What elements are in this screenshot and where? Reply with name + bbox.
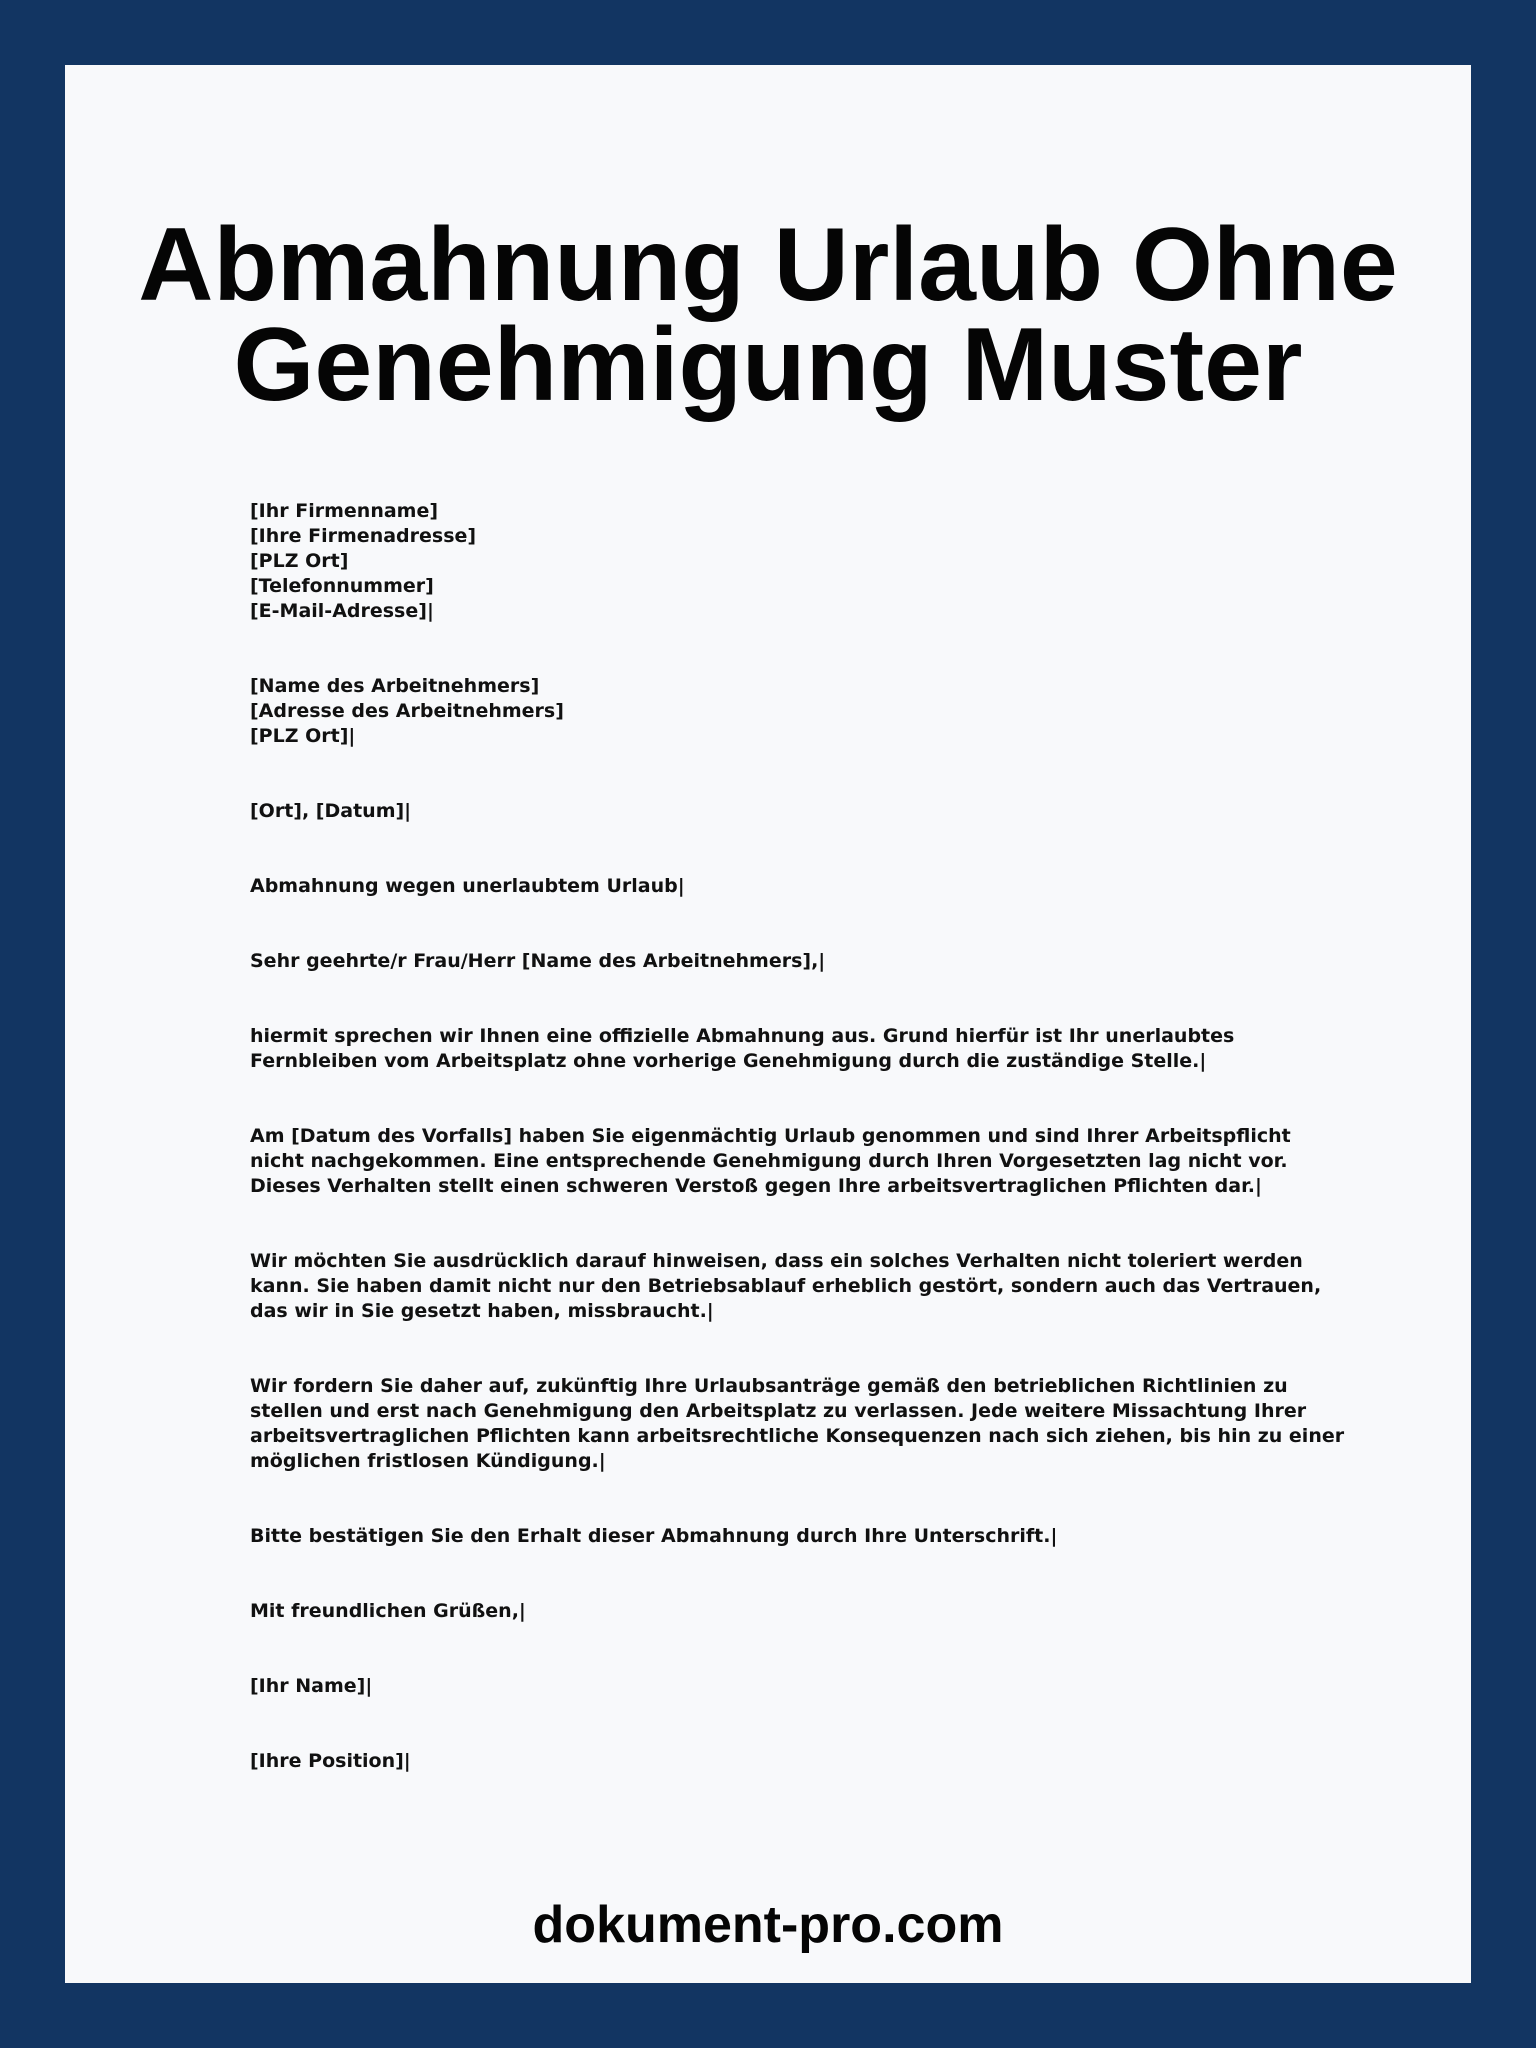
closing: Mit freundlichen Grüßen,| [250, 1600, 526, 1622]
sender-company: [Ihr Firmenname] [250, 500, 439, 522]
sender-address-line: [Ihre Firmenadresse] [250, 525, 477, 547]
title-line-2: Genehmigung Muster [233, 307, 1303, 423]
sender-address [250, 499, 1350, 624]
paragraph-1: hiermit sprechen wir Ihnen eine offizielle Abmahnung aus. Grund hierfür ist Ihr unerlaubtes Fernbleiben vom Arbeitsplatz ohne vorherige Genehmigung durch die zuständige Stelle.| [250, 1025, 1235, 1072]
paragraph-3: Wir möchten Sie ausdrücklich darauf hinweisen, dass ein solches Verhalten nicht toleriert werden kann. Sie haben damit nicht nur den Betriebsablauf erheblich gestört, sondern auch das Vertrauen, das wir in Sie gesetzt haben, missbraucht.| [250, 1250, 1322, 1322]
page-title [65, 207, 1471, 423]
salutation: Sehr geehrte/r Frau/Herr [Name des Arbeitnehmers],| [250, 950, 826, 972]
document-page [65, 65, 1471, 1983]
recipient-address-line: [Adresse des Arbeitnehmers] [250, 700, 564, 722]
sender-phone: [Telefonnummer] [250, 575, 434, 597]
paragraph-4: Wir fordern Sie daher auf, zukünftig Ihre Urlaubsanträge gemäß den betrieblichen Richtlinien zu stellen und erst nach Genehmigung den Arbeitsplatz zu verlassen. Jede weitere Missachtung Ihrer arbeitsvertraglichen Pflichten kann arbeitsrechtliche Konsequenzen nach sich ziehen, bis hin zu einer möglichen fristlosen Kündigung.| [250, 1375, 1345, 1472]
signature-position: [Ihre Position]| [250, 1750, 411, 1772]
sender-city: [PLZ Ort] [250, 550, 349, 572]
letter-subject: Abmahnung wegen unerlaubtem Urlaub| [250, 875, 685, 897]
letter-body [250, 499, 1350, 1824]
recipient-address [250, 674, 1350, 749]
footer-website: dokument-pro.com [532, 1896, 1004, 1954]
signature-name: [Ihr Name]| [250, 1675, 373, 1697]
sender-email: [E-Mail-Adresse]| [250, 600, 434, 622]
recipient-city: [PLZ Ort]| [250, 725, 356, 747]
recipient-name: [Name des Arbeitnehmers] [250, 675, 540, 697]
paragraph-5: Bitte bestätigen Sie den Erhalt dieser Abmahnung durch Ihre Unterschrift.| [250, 1525, 1058, 1547]
title-line-1: Abmahnung Urlaub Ohne [138, 207, 1398, 323]
place-date: [Ort], [Datum]| [250, 800, 412, 822]
paragraph-2: Am [Datum des Vorfalls] haben Sie eigenmächtig Urlaub genommen und sind Ihrer Arbeitspflicht nicht nachgekommen. Eine entsprechende Genehmigung durch Ihren Vorgesetzten lag nicht vor. Dieses Verhalten stellt einen schweren Verstoß gegen Ihre arbeitsvertraglichen Pflichten dar.| [250, 1125, 1291, 1197]
